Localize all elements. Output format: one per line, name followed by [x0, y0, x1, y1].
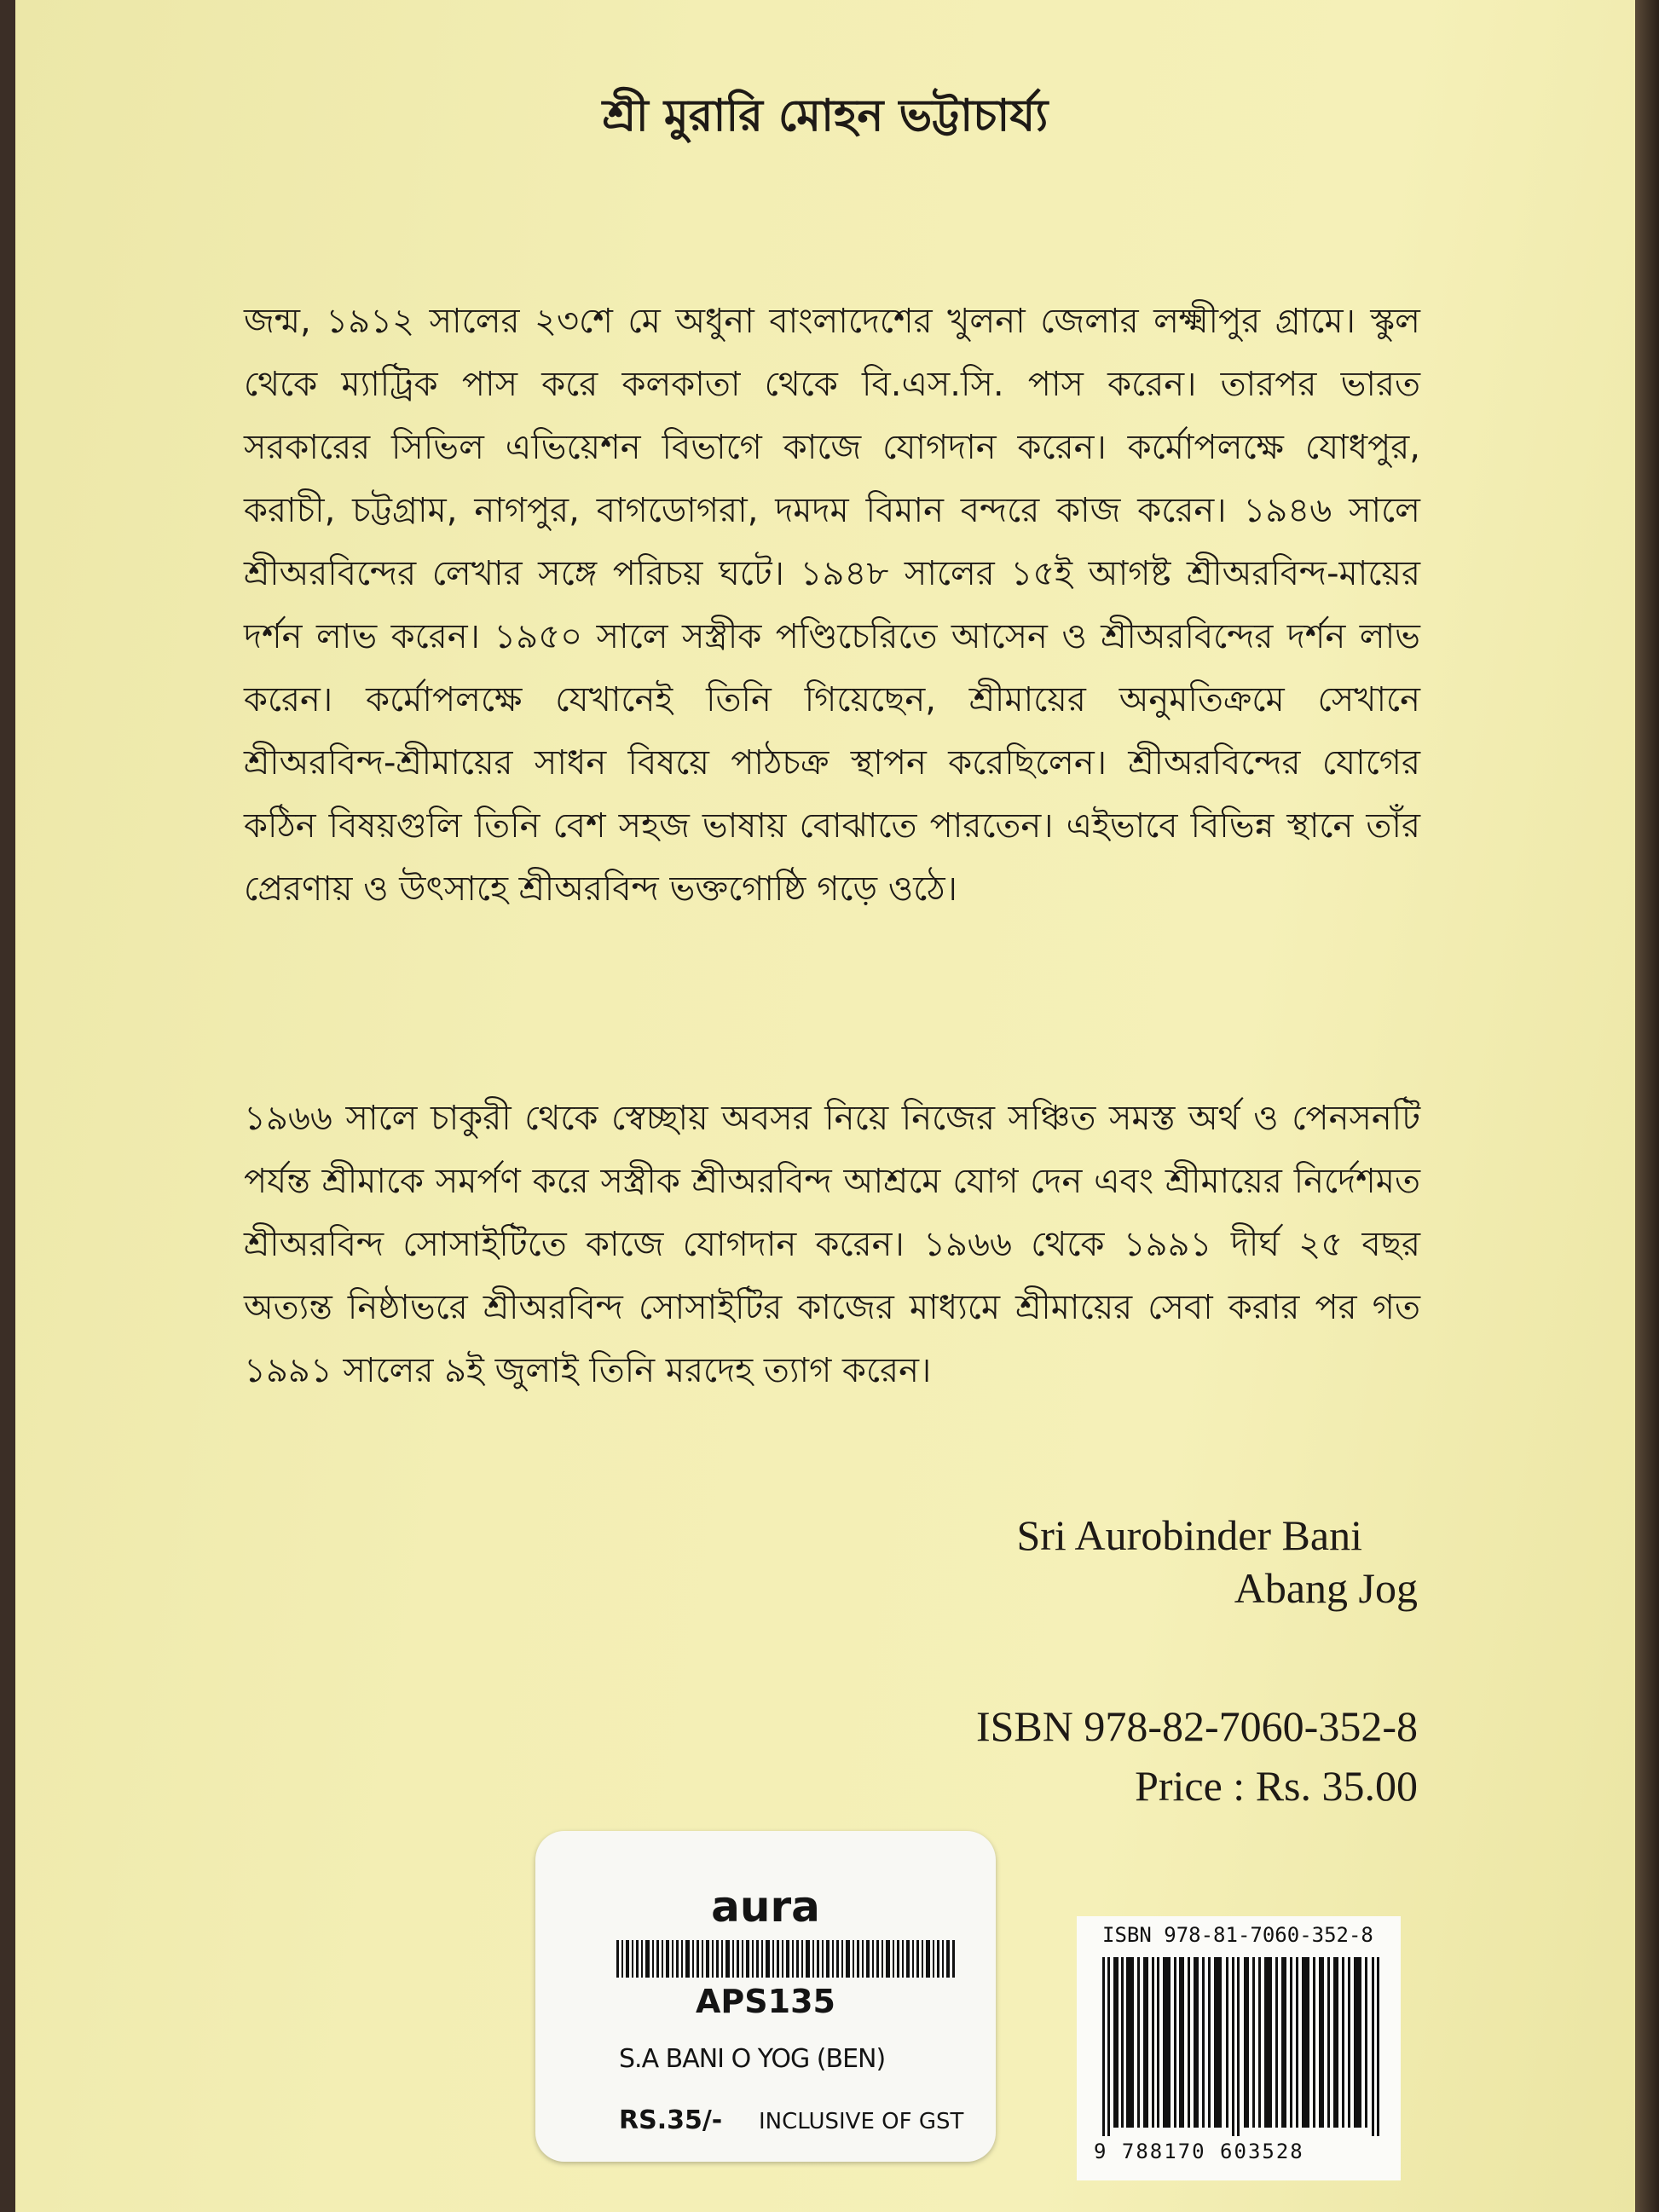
- page-edge: [1635, 0, 1659, 2212]
- bio-paragraph-2: ১৯৬৬ সালে চাকুরী থেকে স্বেচ্ছায় অবসর নিয়ে নিজের সঞ্চিত সমস্ত অর্থ ও পেনসনটি পর্যন্ত শ্রীমাকে সমর্পণ করে সস্ত্রীক শ্রীঅরবিন্দ আশ্রমে যোগ দেন এবং শ্রীমায়ের নির্দেশমত শ্রীঅরবিন্দ সোসাইটিতে কাজে যোগদান করেন। ১৯৬৬ থেকে ১৯৯১ দীর্ঘ ২৫ বছর অত্যন্ত নিষ্ঠাভরে শ্রীঅরবিন্দ সোসাইটির কাজের মাধ্যমে শ্রীমায়ের সেবা করার পর গত ১৯৯১ সালের ৯ই জুলাই তিনি মরদেহ ত্যাগ করেন।: [244, 1099, 1420, 1390]
- isbn-text: ISBN 978-82-7060-352-8: [975, 1702, 1418, 1750]
- bio-paragraph-1: জন্ম, ১৯১২ সালের ২৩শে মে অধুনা বাংলাদেশের খুলনা জেলার লক্ষ্মীপুর গ্রামে। স্কুল থেকে ম্যাট্রিক পাস করে কলকাতা থেকে বি.এস.সি. পাস করেন। তারপর ভারত সরকারের সিভিল এভিয়েশন বিভাগে কাজে যোগদান করেন। কর্মোপলক্ষে যোধপুর, করাচী, চট্টগ্রাম, নাগপুর, বাগডোগরা, দমদম বিমান বন্দরে কাজ করেন। ১৯৪৬ সালে শ্রীঅরবিন্দের লেখার সঙ্গে পরিচয় ঘটে। ১৯৪৮ সালের ১৫ই আগষ্ট শ্রীঅরবিন্দ-মায়ের দর্শন লাভ করেন। ১৯৫০ সালে সস্ত্রীক পণ্ডিচেরিতে আসেন ও শ্রীঅরবিন্দের দর্শন লাভ করেন। কর্মোপলক্ষে যেখানেই তিনি গিয়েছেন, শ্রীমায়ের অনুমতিক্রমে সেখানে শ্রীঅরবিন্দ-শ্রীমায়ের সাধন বিষয়ে পাঠচক্র স্থাপন করেছিলেন। শ্রীঅরবিন্দের যোগের কঠিন বিষয়গুলি তিনি বেশ সহজ ভাষায় বোঝাতে পারতেন। এইভাবে বিভিন্ন স্থানে তাঁর প্রেরণায় ও উৎসাহে শ্রীঅরবিন্দ ভক্তগোষ্ঠি গড়ে ওঠে।: [244, 302, 1420, 909]
- sticker-price: RS.35/-: [619, 2105, 723, 2135]
- barcode-isbn-label: ISBN 978-81-7060-352-8: [1102, 1923, 1373, 1947]
- price-sticker: [535, 1831, 996, 2162]
- back-cover: [15, 0, 1635, 2212]
- sticker-barcode-icon: [616, 1940, 957, 1978]
- sticker-title: S.A BANI O YOG (BEN): [619, 2044, 886, 2074]
- sticker-brand: aura: [711, 1882, 820, 1932]
- isbn-barcode: [1077, 1916, 1401, 2180]
- price-text: Price : Rs. 35.00: [1135, 1762, 1418, 1810]
- book-title-line-2: Abang Jog: [1234, 1564, 1418, 1612]
- sticker-code: APS135: [696, 1983, 835, 2020]
- book-title-line-1: Sri Aurobinder Bani: [1016, 1511, 1362, 1559]
- barcode-icon: [1102, 1957, 1384, 2136]
- author-name: শ্রী মুরারি মোহন ভট্টাচার্য্য: [602, 90, 1049, 141]
- sticker-tax-note: INCLUSIVE OF GST: [759, 2109, 964, 2134]
- barcode-digits: 9 788170 603528: [1094, 2140, 1304, 2163]
